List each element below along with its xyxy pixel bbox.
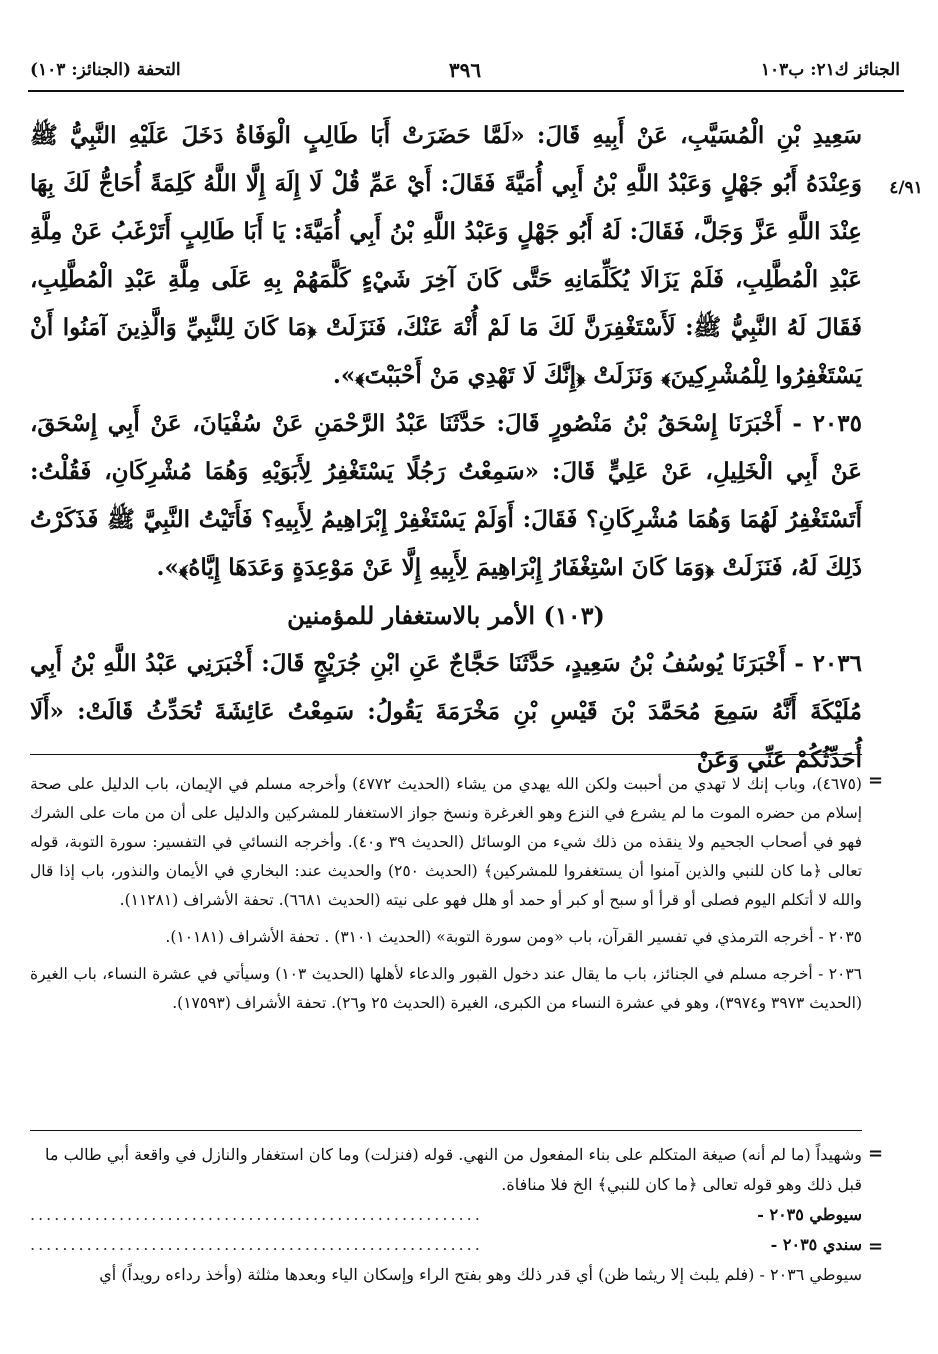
footnote-2036: ٢٠٣٦ - أخرجه مسلم في الجنائز، باب ما يقال عند دخول القبور والدعاء لأهلها (الحديث ١٠٣) وسيأتي في عشرة النساء، باب الغيرة (الحديث ٣٩٧٣ و٣٩٧٤)، وهو في عشرة النساء من الكبرى، الغيرة (الحديث ٢٥ و٢٦). تحفة الأشراف (١٧٥٩٣). xyxy=(30,965,862,1012)
sindi-2035-line xyxy=(30,1230,862,1260)
footnote-2034: (٤٦٧٥)، وباب إنك لا تهدي من أحببت ولكن الله يهدي من يشاء (الحديث ٤٧٧٢) وأخرجه مسلم في الإيمان، باب الدليل على صحة إسلام من حضره الموت ما لم يشرع في النزع وهو الغرغرة ونسخ جواز الاستغفار للمشركين والدليل على أن من مات على الشرك فهو في أصحاب الجحيم ولا ينقذه من ذلك شيء من الوسائل (الحديث ٣٩ و٤٠). وأخرجه النسائي في التفسير: سورة التوبة، قوله تعالى ﴿ما كان للنبي والذين آمنوا أن يستغفروا للمشركين﴾ (الحديث ٢٥٠) والحديث عند: البخاري في الأيمان والنذور، باب إذا قال والله لا أتكلم اليوم فصلى أو قرأ أو سبح أو كبر أو حمد أو هلل فهو على نيته (الحديث ٦٦٨١). تحفة الأشراف (١١٢٨١). xyxy=(30,775,863,909)
header-tuhfa-ref: التحفة (الجنائز: ١٠٣) xyxy=(30,60,181,80)
suyuti-2035-line xyxy=(30,1200,862,1230)
footnote-2035: ٢٠٣٥ - أخرجه الترمذي في تفسير القرآن، باب «ومن سورة التوبة» (الحديث ٣١٠١) . تحفة الأشراف (١٠١٨١). xyxy=(165,928,862,946)
takhrij-footnotes xyxy=(30,770,862,1026)
footnote-continuation-marker: = xyxy=(868,770,884,791)
footnotes-divider xyxy=(30,754,862,755)
suyuti-2035-label: سيوطي ٢٠٣٥ - xyxy=(757,1205,862,1224)
hadith-2036-text: ٢٠٣٦ - أَخْبَرَنَا يُوسُفُ بْنُ سَعِيدٍ، حَدَّثَنَا حَجَّاجٌ عَنِ ابْنِ جُرَيْجٍ قَالَ: أَخْبَرَنِي عَبْدُ اللَّهِ بْنُ أَبِي مُلَيْكَةَ أَنَّهُ سَمِعَ مُحَمَّدَ بْنَ قَيْسِ بْنِ مَخْرَمَةَ يَقُولُ: سَمِعْتُ عَائِشَةَ تُحَدِّثُ قَالَتْ: «أَلَا أُحَدِّثُكُمْ عَنِّي وَعَنْ xyxy=(30,650,862,773)
running-header xyxy=(30,56,900,86)
main-text xyxy=(30,112,862,784)
hadith-2034-text: سَعِيدِ بْنِ الْمُسَيَّبِ، عَنْ أَبِيهِ قَالَ: «لَمَّا حَضَرَتْ أَبَا طَالِبٍ الْوَفَاةُ دَخَلَ عَلَيْهِ النَّبِيُّ ﷺ وَعِنْدَهُ أَبُو جَهْلٍ وَعَبْدُ اللَّهِ بْنُ أَبِي أُمَيَّةَ فَقَالَ: أَيْ عَمِّ قُلْ لَا إِلَهَ إِلَّا اللَّهُ كَلِمَةً أُحَاجُّ لَكَ بِهَا عِنْدَ اللَّهِ عَزَّ وَجَلَّ، فَقَالَ: لَهُ أَبُو جَهْلٍ وَعَبْدُ اللَّهِ بْنُ أَبِي أُمَيَّةَ: يَا أَبَا طَالِبٍ أَتَرْغَبُ عَنْ مِلَّةِ عَبْدِ الْمُطَّلِبِ، فَلَمْ يَزَالَا يُكَلِّمَانِهِ حَتَّى كَانَ آخِرَ شَيْءٍ كَلَّمَهُمْ بِهِ عَلَى مِلَّةِ عَبْدِ الْمُطَّلِبِ، فَقَالَ لَهُ النَّبِيُّ ﷺ: لَأَسْتَغْفِرَنَّ لَكَ مَا لَمْ أُنْهَ عَنْكَ، فَنَزَلَتْ ﴿مَا كَانَ لِلنَّبِيِّ وَالَّذِينَ آمَنُوا أَنْ يَسْتَغْفِرُوا لِلْمُشْرِكِينَ﴾ وَنَزَلَتْ ﴿إِنَّكَ لَا تَهْدِي مَنْ أَحْبَبْتَ﴾». xyxy=(30,122,862,389)
dotted-leader: ........................................................ xyxy=(30,1235,483,1254)
commentary-section xyxy=(30,1140,862,1290)
dotted-leader: ........................................................ xyxy=(30,1205,483,1224)
margin-volume-note: ٤/٩١ xyxy=(889,178,923,198)
commentary-end-marker: = xyxy=(868,1236,884,1257)
header-chapter-ref: الجنائز ك٢١: ب١٠٣ xyxy=(760,60,900,80)
page-number: ٣٩٦ xyxy=(448,58,482,82)
header-divider xyxy=(28,90,904,92)
suyuti-2036-line: سيوطي ٢٠٣٦ - (فلم يلبث إلا ريثما ظن) أي قدر ذلك وهو بفتح الراء وإسكان الياء وبعدها مثلثة (وأخذ رداءه رويداً) أي xyxy=(99,1265,862,1284)
sindi-2035-label: سندي ٢٠٣٥ - xyxy=(770,1235,862,1254)
commentary-continuation-marker: = xyxy=(868,1143,884,1164)
commentary-divider xyxy=(30,1130,862,1131)
commentary-paragraph: وشهيداً (ما لم أنه) صيغة المتكلم على بناء المفعول من النهي. قوله (فنزلت) وما كان استغفار والنازل في واقعة أبي طالب ما قبل ذلك وهو قوله تعالى ﴿ما كان للنبي﴾ الخ فلا منافاة. xyxy=(45,1145,862,1194)
section-title: (١٠٣) الأمر بالاستغفار للمؤمنين xyxy=(287,601,605,630)
hadith-2035-text: ٢٠٣٥ - أَخْبَرَنَا إِسْحَقُ بْنُ مَنْصُورٍ قَالَ: حَدَّثَنَا عَبْدُ الرَّحْمَنِ عَنْ سُفْيَانَ، عَنْ أَبِي إِسْحَقَ، عَنْ أَبِي الْخَلِيلِ، عَنْ عَلِيٍّ قَالَ: «سَمِعْتُ رَجُلًا يَسْتَغْفِرُ لِأَبَوَيْهِ وَهُمَا مُشْرِكَانِ، فَقُلْتُ: أَتَسْتَغْفِرُ لَهُمَا وَهُمَا مُشْرِكَانِ؟ فَقَالَ: أَوَلَمْ يَسْتَغْفِرْ إِبْرَاهِيمُ لِأَبِيهِ؟ فَأَتَيْتُ النَّبِيَّ ﷺ فَذَكَرْتُ ذَلِكَ لَهُ، فَنَزَلَتْ ﴿وَمَا كَانَ اسْتِغْفَارُ إِبْرَاهِيمَ لِأَبِيهِ إِلَّا عَنْ مَوْعِدَةٍ وَعَدَهَا إِيَّاهُ﴾». xyxy=(30,410,862,581)
